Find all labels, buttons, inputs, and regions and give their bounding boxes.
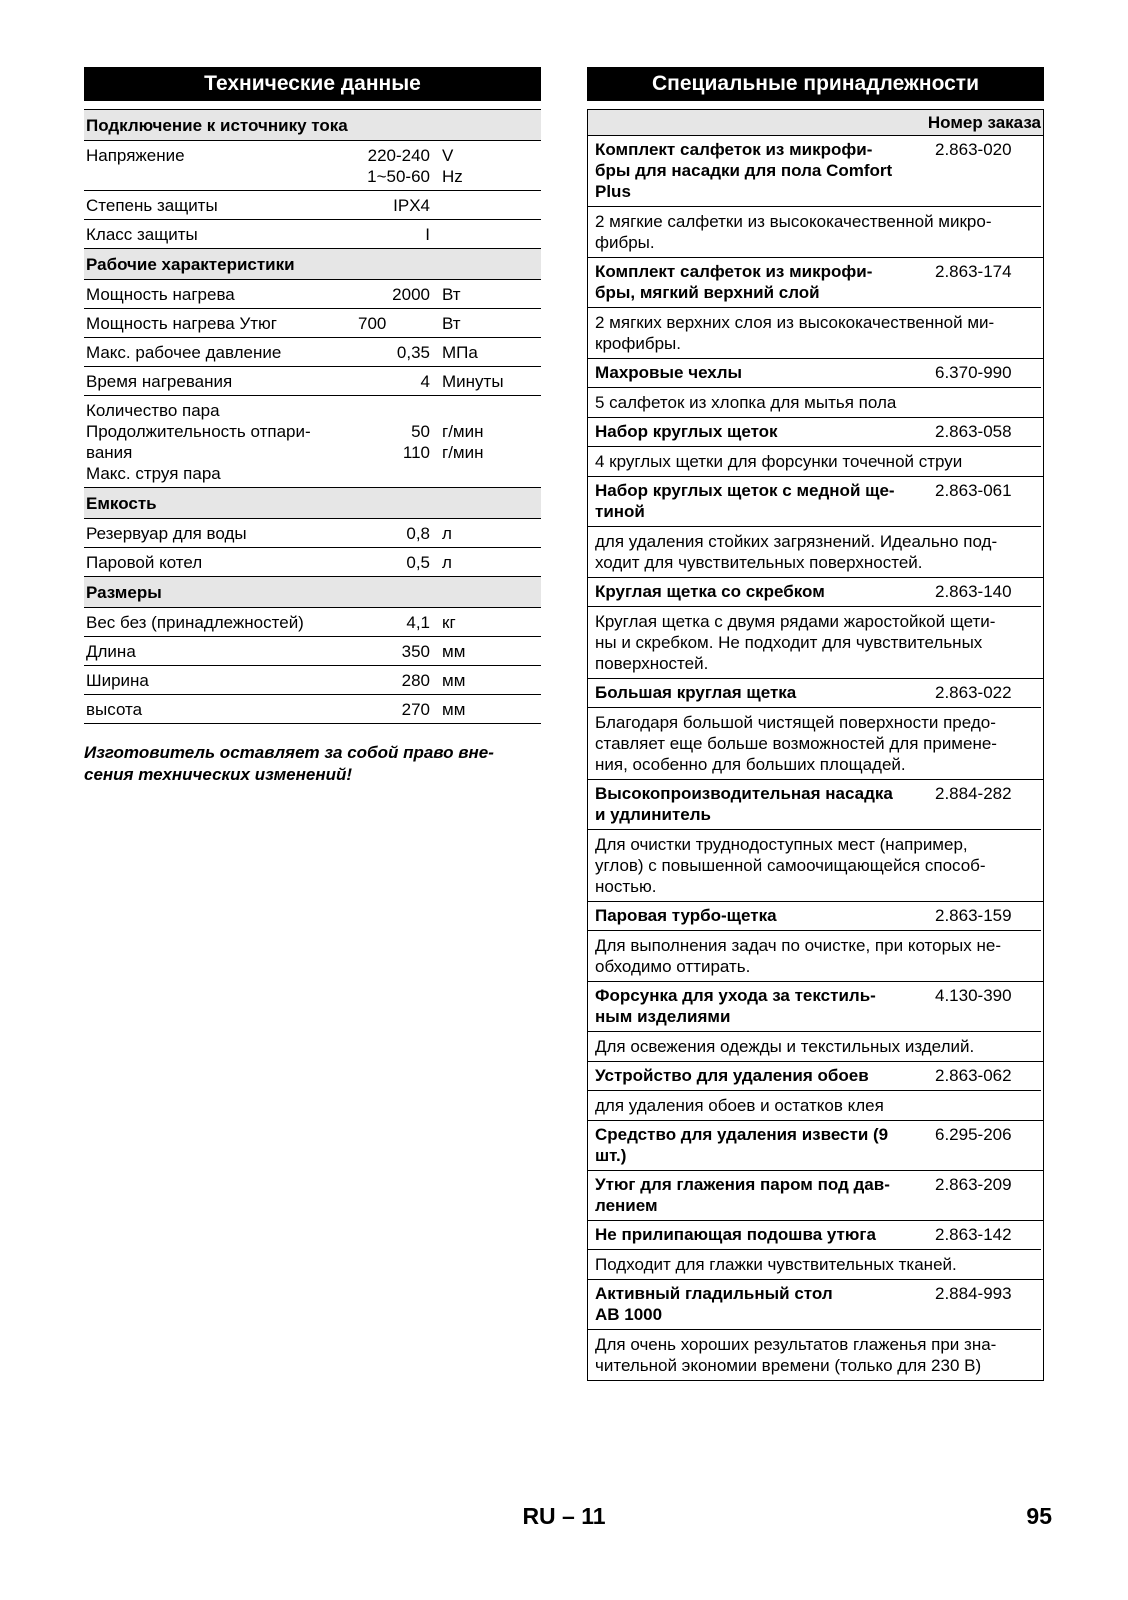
accessory-description: 2 мягкие салфетки из высококачественной микро- фибры. (588, 206, 1041, 253)
accessory-item (588, 902, 1043, 982)
spec-row (84, 548, 541, 577)
spec-unit (442, 195, 541, 216)
spec-label: Паровой котел (86, 553, 203, 572)
accessory-name: Активный гладильный стол AB 1000 (595, 1284, 833, 1324)
accessory-item (588, 1121, 1043, 1171)
spec-label: Резервуар для воды (86, 524, 247, 543)
accessory-item (588, 780, 1043, 902)
spec-value: 280 (401, 671, 430, 690)
spec-group-header (84, 577, 541, 608)
spec-group-label: Подключение к источнику тока (86, 116, 348, 135)
accessory-description: Круглая щетка с двумя рядами жаростойкой щети- ны и скребком. Не подходит для чувствительных поверхностей. (588, 606, 1041, 674)
spec-unit: л (442, 524, 452, 543)
spec-unit: л (442, 553, 452, 572)
accessories-title: Специальные принадлежности (587, 67, 1044, 101)
spec-label: Степень защиты (86, 196, 218, 215)
accessory-description: Для выполнения задач по очистке, при которых не- обходимо оттирать. (588, 930, 1041, 977)
spec-value: 220-240 1~50-60 (367, 146, 430, 186)
spec-value: 4,1 (406, 613, 430, 632)
spec-unit: Минуты (442, 372, 504, 391)
spec-value: 0,35 (396, 343, 430, 362)
accessory-item (588, 418, 1043, 477)
spec-label: Класс защиты (86, 225, 198, 244)
spec-table (84, 109, 541, 724)
manufacturer-note: Изготовитель оставляет за собой право вне- сения технических изменений! (84, 743, 494, 784)
spec-value: IPX4 (393, 196, 430, 215)
accessory-name: Круглая щетка со скребком (595, 582, 825, 601)
accessory-description: для удаления стойких загрязнений. Идеально под- ходит для чувствительных поверхностей. (588, 526, 1041, 573)
spec-value: 700 (358, 314, 387, 333)
accessory-order-number: 2.884-282 (935, 784, 1012, 803)
spec-label: Вес без (принадлежностей) (86, 613, 304, 632)
accessory-name: Высокопроизводительная насадка и удлинитель (595, 784, 893, 824)
spec-group-label: Размеры (86, 583, 162, 602)
footer-page-number: 95 (1026, 1503, 1052, 1529)
accessory-order-number: 6.295-206 (935, 1125, 1012, 1144)
accessory-name: Набор круглых щеток (595, 422, 778, 441)
spec-row (84, 695, 541, 724)
footer-language-code: RU – 11 (522, 1503, 606, 1529)
accessory-description: для удаления обоев и остатков клея (588, 1090, 1041, 1116)
accessory-order-number: 2.863-061 (935, 481, 1012, 500)
accessory-name: Комплект салфеток из микрофи- бры, мягкий верхний слой (595, 262, 873, 302)
accessory-description: Подходит для глажки чувствительных тканей. (588, 1249, 1041, 1275)
accessory-description: Для очень хороших результатов глаженья при зна- чительной экономии времени (только для 230 В) (588, 1329, 1041, 1376)
spec-row (84, 519, 541, 548)
spec-row (84, 309, 541, 338)
accessory-order-number: 2.863-058 (935, 422, 1012, 441)
spec-label: Мощность нагрева (86, 285, 235, 304)
spec-value: 4 (420, 372, 430, 391)
spec-unit: мм (442, 671, 466, 690)
technical-data-title: Технические данные (84, 67, 541, 101)
accessory-order-number: 2.863-020 (935, 140, 1012, 159)
accessory-name: Утюг для глажения паром под дав- лением (595, 1175, 890, 1215)
accessory-description: Для освежения одежды и текстильных изделий. (588, 1031, 1041, 1057)
accessory-name: Паровая турбо-щетка (595, 906, 777, 925)
accessory-description: Благодаря большой чистящей поверхности предо- ставляет еще больше возможностей для примене- ния, особенно для больших площадей. (588, 707, 1041, 775)
spec-row (84, 280, 541, 309)
accessory-description: 5 салфеток из хлопка для мытья пола (588, 387, 1041, 413)
accessory-order-number: 2.863-022 (935, 683, 1012, 702)
spec-unit: МПа (442, 343, 478, 362)
spec-row (84, 608, 541, 637)
accessories-section (587, 67, 1044, 1381)
accessory-name: Устройство для удаления обоев (595, 1066, 869, 1085)
accessory-item (588, 136, 1043, 258)
spec-row (84, 220, 541, 249)
spec-row (84, 191, 541, 220)
spec-group-header (84, 110, 541, 141)
technical-data-section (84, 67, 541, 786)
accessories-table (587, 109, 1044, 1381)
order-number-header: Номер заказа (588, 110, 1043, 136)
spec-unit: кг (442, 613, 456, 632)
accessory-name: Средство для удаления извести (9 шт.) (595, 1125, 889, 1165)
accessory-order-number: 2.863-140 (935, 582, 1012, 601)
spec-unit: мм (442, 700, 466, 719)
spec-value: 2000 (392, 285, 430, 304)
spec-unit (442, 224, 541, 245)
spec-label: Длина (86, 642, 136, 661)
spec-row (84, 141, 541, 191)
accessory-item (588, 1062, 1043, 1121)
spec-label: Ширина (86, 671, 149, 690)
spec-label: Время нагревания (86, 372, 233, 391)
spec-value: 0,5 (406, 553, 430, 572)
spec-label: Макс. рабочее давление (86, 343, 282, 362)
spec-unit: мм (442, 642, 466, 661)
accessory-item (588, 477, 1043, 578)
accessory-name: Большая круглая щетка (595, 683, 797, 702)
spec-group-header (84, 488, 541, 519)
accessory-description: Для очистки труднодоступных мест (например, углов) с повышенной самоочищающейся способ- ностью. (588, 829, 1041, 897)
accessory-item (588, 1221, 1043, 1280)
spec-row (84, 396, 541, 488)
accessory-name: Форсунка для ухода за текстиль- ным изделиями (595, 986, 876, 1026)
accessory-description: 4 круглых щетки для форсунки точечной струи (588, 446, 1041, 472)
spec-label: Мощность нагрева Утюг (86, 314, 278, 333)
accessory-name: Не прилипающая подошва утюга (595, 1225, 876, 1244)
spec-row (84, 367, 541, 396)
accessory-name: Махровые чехлы (595, 363, 743, 382)
spec-value: 50 110 (402, 422, 430, 462)
accessory-item (588, 258, 1043, 359)
accessory-order-number: 4.130-390 (935, 986, 1012, 1005)
spec-row (84, 637, 541, 666)
spec-unit: г/мин г/мин (442, 422, 484, 462)
accessory-order-number: 2.863-209 (935, 1175, 1012, 1194)
accessory-order-number: 2.863-062 (935, 1066, 1012, 1085)
accessory-order-number: 2.884-993 (935, 1284, 1012, 1303)
accessory-name: Комплект салфеток из микрофи- бры для насадки для пола Comfort Plus (595, 140, 893, 201)
accessory-item (588, 679, 1043, 780)
spec-unit: V Hz (442, 146, 463, 186)
accessory-item (588, 359, 1043, 418)
spec-label: высота (86, 700, 143, 719)
accessory-order-number: 2.863-142 (935, 1225, 1012, 1244)
spec-value: 270 (401, 700, 430, 719)
spec-label: Количество пара Продолжительность отпари- вания Макс. струя пара (86, 401, 311, 483)
spec-row (84, 666, 541, 695)
accessory-order-number: 2.863-159 (935, 906, 1012, 925)
spec-row (84, 338, 541, 367)
spec-unit: Вт (442, 285, 461, 304)
spec-value: I (425, 225, 430, 244)
accessory-item (588, 578, 1043, 679)
spec-group-label: Емкость (86, 494, 157, 513)
spec-label: Напряжение (86, 146, 185, 165)
accessory-item (588, 1171, 1043, 1221)
accessory-order-number: 2.863-174 (935, 262, 1012, 281)
accessory-item (588, 982, 1043, 1062)
spec-group-header (84, 249, 541, 280)
accessory-order-number: 6.370-990 (935, 363, 1012, 382)
spec-value: 350 (401, 642, 430, 661)
accessory-description: 2 мягких верхних слоя из высококачественной ми- крофибры. (588, 307, 1041, 354)
accessory-name: Набор круглых щеток с медной ще- тиной (595, 481, 895, 521)
accessory-item (588, 1280, 1043, 1380)
spec-value: 0,8 (406, 524, 430, 543)
spec-unit: Вт (442, 314, 461, 333)
spec-group-label: Рабочие характеристики (86, 255, 295, 274)
